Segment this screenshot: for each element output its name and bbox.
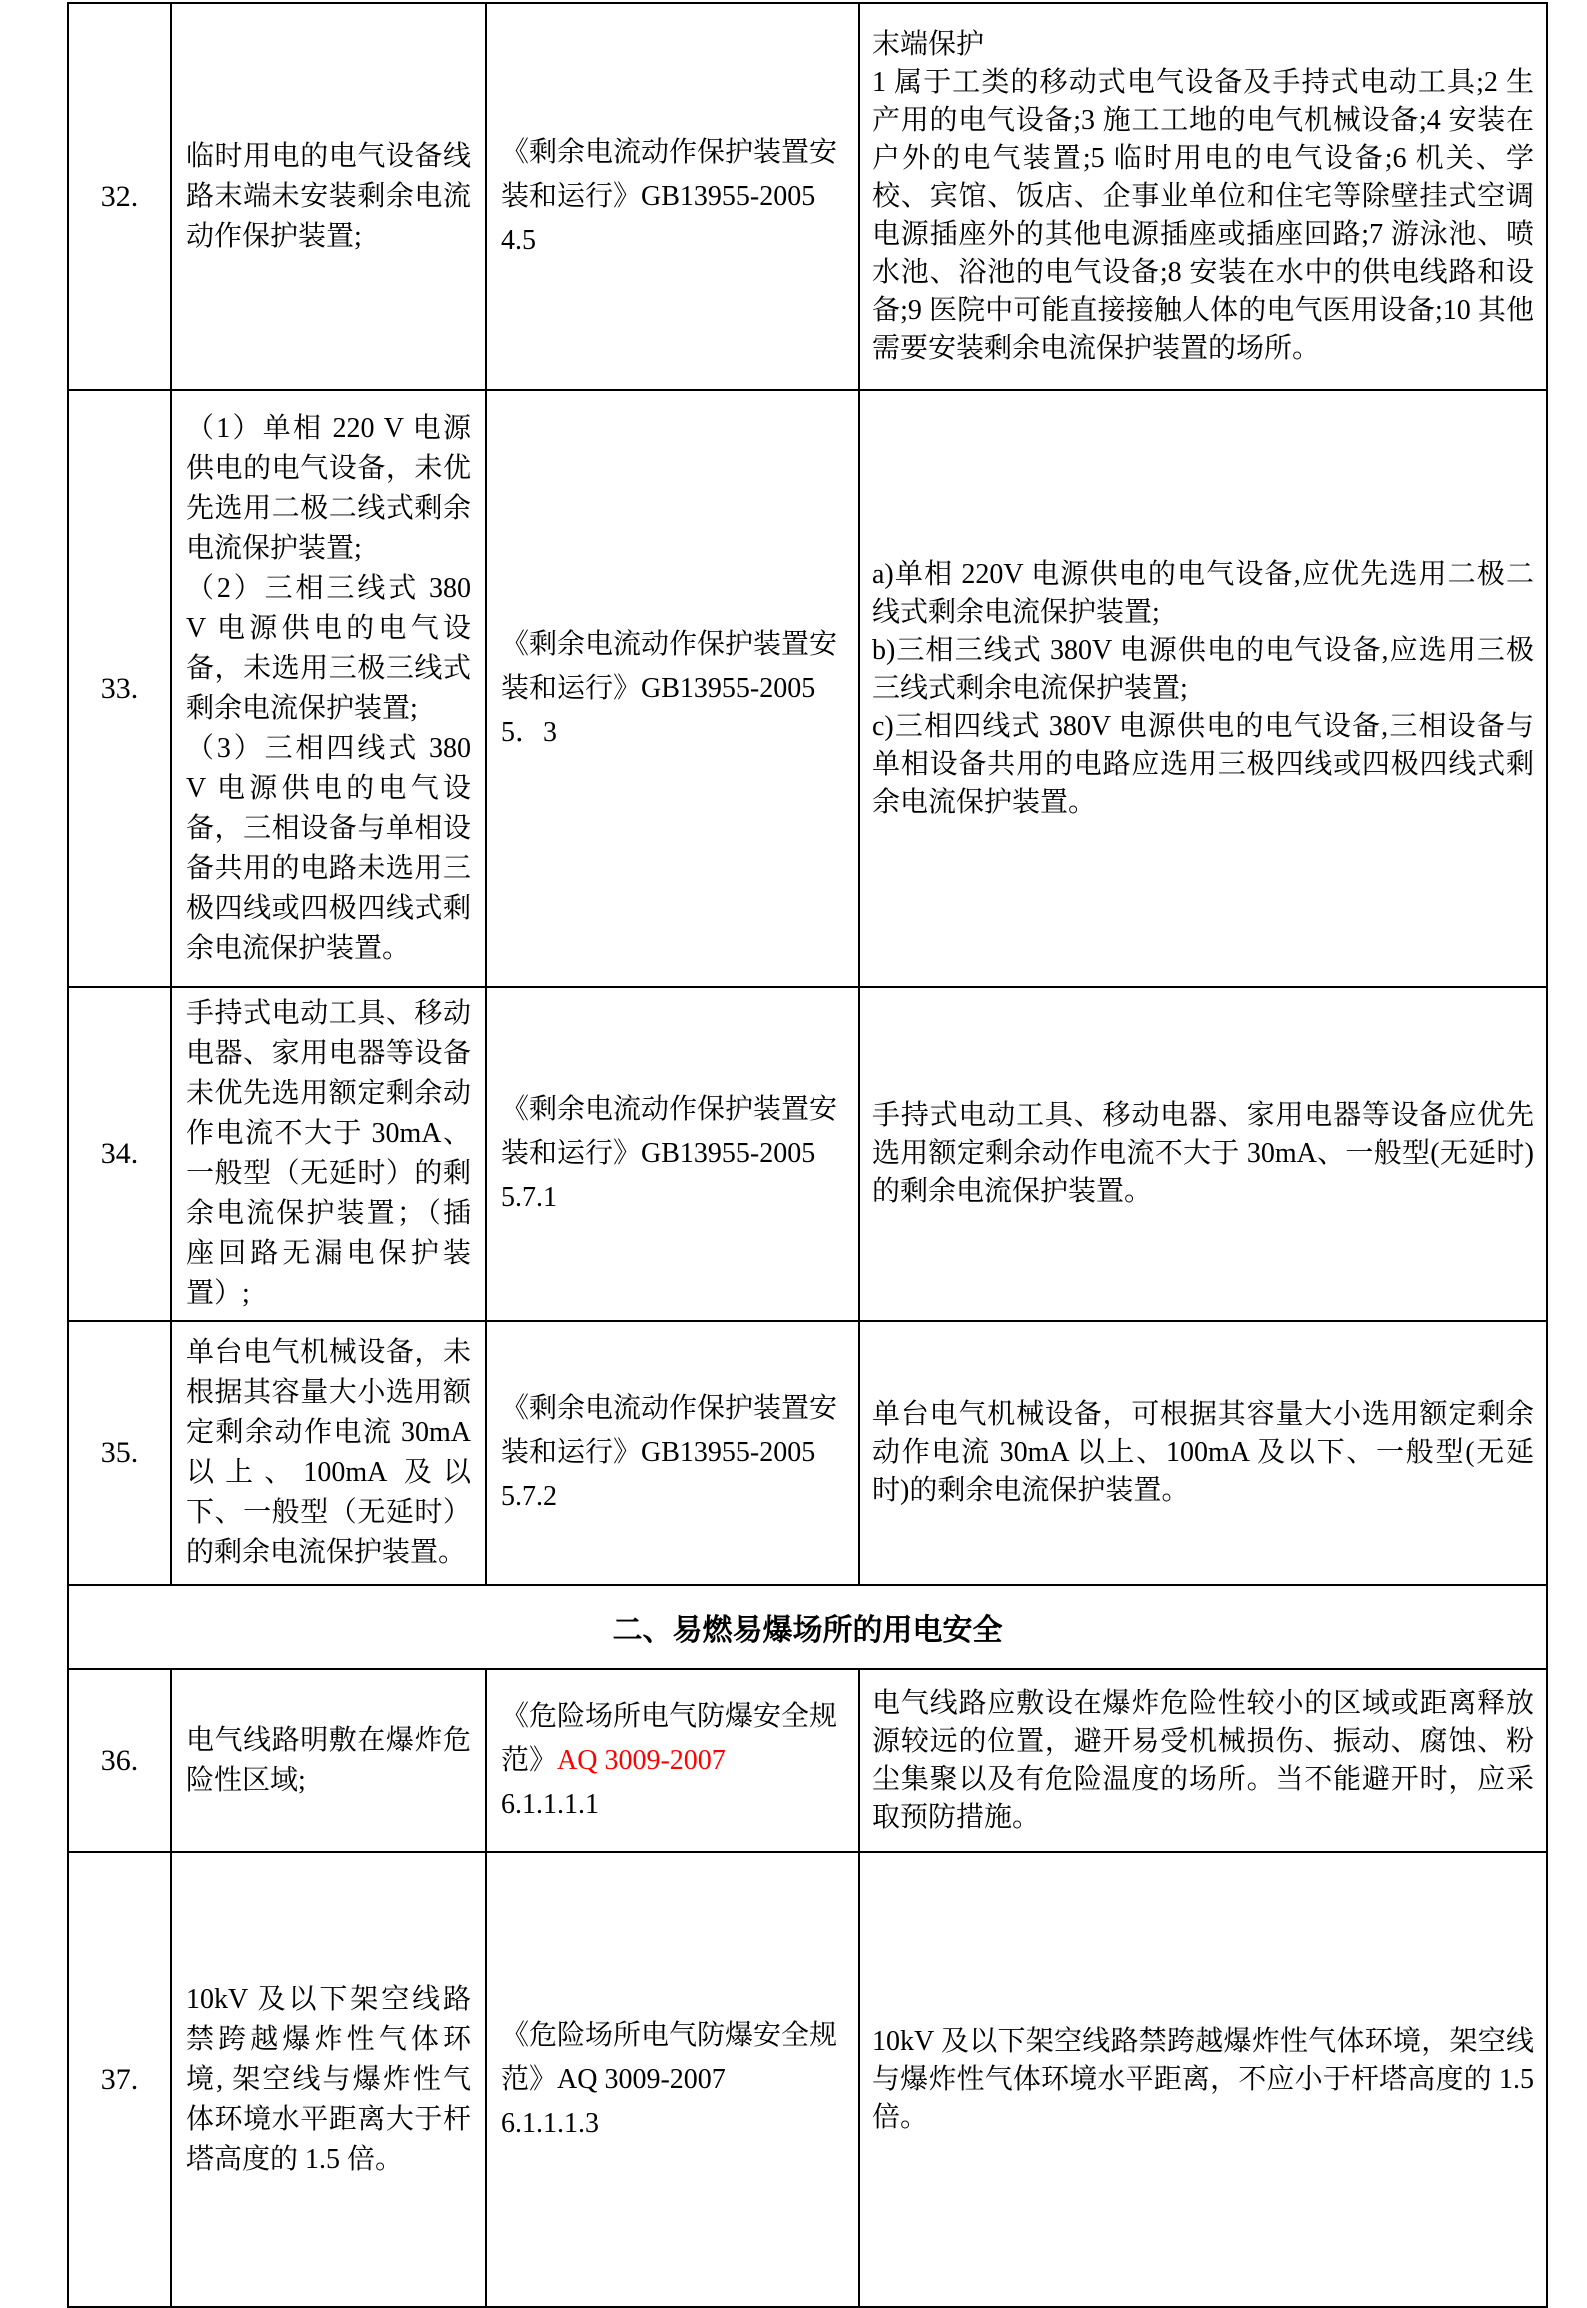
reference-code: GB13955-2005	[641, 1437, 816, 1468]
reference-clause: 6.1.1.1.3	[501, 2107, 599, 2139]
row-number: 33.	[100, 671, 139, 705]
problem-text: 临时用电的电气设备线路末端未安装剩余电流动作保护装置;	[186, 140, 471, 252]
reference-title: 《剩余电流动作保护装置安装和运行》	[501, 628, 838, 704]
problem-cell	[171, 390, 486, 987]
row-number-cell	[68, 390, 171, 987]
reference-title: 《剩余电流动作保护装置安装和运行》	[501, 1393, 838, 1468]
reference-code-highlighted: AQ 3009-2007	[557, 1744, 726, 1776]
reference-title: 《危险场所电气防爆安全规范》	[501, 1700, 838, 1776]
table-row	[68, 1321, 1547, 1585]
reference-code: GB13955-2005	[641, 672, 816, 704]
problem-text: 10kV 及以下架空线路禁跨越爆炸性气体环境, 架空线与爆炸性气体环境水平距离大于杆塔高度的 1.5 倍。	[186, 1983, 471, 2175]
section-header: 二、易燃易爆场所的用电安全	[612, 1614, 1003, 1647]
requirement-text: a)单相 220V 电源供电的电气设备,应优先选用二极二线式剩余电流保护装置;	[872, 558, 1534, 628]
reference-code: GB13955-2005 4.5	[501, 180, 816, 256]
reference-clause: 5.7.1	[501, 1182, 557, 1213]
row-number: 35.	[100, 1436, 139, 1469]
problem-text: 电气线路明敷在爆炸危险性区域;	[186, 1724, 471, 1796]
requirement-cell	[859, 1321, 1547, 1585]
table-row	[68, 987, 1547, 1321]
reference-cell	[486, 987, 859, 1321]
problem-text: 手持式电动工具、移动电器、家用电器等设备未优先选用额定剩余动作电流不大于 30mA、一般型（无延时）的剩余电流保护装置；（插座回路无漏电保护装置）;	[186, 998, 471, 1309]
problem-text: （2）三相三线式 380 V 电源供电的电气设备，未选用三极三线式剩余电流保护装置;	[186, 572, 471, 724]
row-number-cell	[68, 987, 171, 1321]
section-header-row	[68, 1585, 1547, 1669]
requirement-text: 电气线路应敷设在爆炸危险性较小的区域或距离释放源较远的位置，避开易受机械损伤、振动、腐蚀、粉尘集聚以及有危险温度的场所。当不能避开时，应采取预防措施。	[872, 1687, 1534, 1833]
problem-text: （1）单相 220 V 电源供电的电气设备，未优先选用二极二线式剩余电流保护装置;	[186, 412, 471, 564]
requirement-text: 1 属于工类的移动式电气设备及手持式电动工具;2 生产用的电气设备;3 施工工地的电气机械设备;4 安装在户外的电气装置;5 临时用电的电气设备;6 机关、学校、宾馆、饭店、企事业单位和住宅等除壁挂式空调电源插座外的其他电源插座或插座回路;7 游泳池、喷水池、浴池的电气设备;8 安装在水中的供电线路和设备;9 医院中可能直接接触人体的电气医用设备;10 其他需要安装剩余电流保护装置的场所。	[872, 66, 1534, 364]
requirement-text: b)三相三线式 380V 电源供电的电气设备,应选用三极三线式剩余电流保护装置;	[872, 634, 1534, 704]
reference-code: GB13955-2005	[641, 1138, 816, 1169]
reference-cell	[486, 1321, 859, 1585]
problem-cell	[171, 3, 486, 390]
table-row	[68, 3, 1547, 390]
reference-clause: 5.7.2	[501, 1481, 557, 1512]
requirement-cell	[859, 390, 1547, 987]
reference-cell	[486, 390, 859, 987]
table-row	[68, 390, 1547, 987]
problem-cell	[171, 987, 486, 1321]
row-number-cell	[68, 1321, 171, 1585]
reference-code: AQ 3009-2007	[557, 2063, 726, 2095]
row-number-cell	[68, 1669, 171, 1852]
row-number: 34.	[100, 1137, 139, 1170]
problem-text: 单台电气机械设备，未根据其容量大小选用额定剩余动作电流 30mA 以上、100mA 及以下、一般型（无延时）的剩余电流保护装置。	[186, 1337, 471, 1568]
table-row	[68, 1852, 1547, 2307]
requirement-cell	[859, 1669, 1547, 1852]
requirement-cell	[859, 1852, 1547, 2307]
reference-cell	[486, 3, 859, 390]
row-number: 32.	[100, 179, 139, 213]
problem-cell	[171, 1669, 486, 1852]
problem-cell	[171, 1321, 486, 1585]
requirement-text: 单台电气机械设备，可根据其容量大小选用额定剩余动作电流 30mA 以上、100mA 及以下、一般型(无延时)的剩余电流保护装置。	[872, 1399, 1534, 1506]
reference-cell	[486, 1669, 859, 1852]
table-row	[68, 1669, 1547, 1852]
row-number-cell	[68, 3, 171, 390]
requirement-text: 手持式电动工具、移动电器、家用电器等设备应优先选用额定剩余动作电流不大于 30mA、一般型(无延时)的剩余电流保护装置。	[872, 1100, 1534, 1207]
reference-title: 《危险场所电气防爆安全规范》	[501, 2019, 838, 2095]
electrical-safety-regulations-table	[67, 2, 1548, 2308]
reference-clause: 6.1.1.1.1	[501, 1788, 599, 1820]
requirement-text: 末端保护	[872, 28, 985, 60]
requirement-text: 10kV 及以下架空线路禁跨越爆炸性气体环境，架空线与爆炸性气体环境水平距离，不应小于杆塔高度的 1.5 倍。	[872, 2025, 1534, 2133]
problem-cell	[171, 1852, 486, 2307]
section-header-cell	[68, 1585, 1547, 1669]
problem-text: （3）三相四线式 380 V 电源供电的电气设备，三相设备与单相设备共用的电路未选用三极四线或四极四线式剩余电流保护装置。	[186, 732, 471, 964]
requirement-text: c)三相四线式 380V 电源供电的电气设备,三相设备与单相设备共用的电路应选用三极四线或四极四线式剩余电流保护装置。	[872, 710, 1534, 818]
requirement-cell	[859, 987, 1547, 1321]
reference-title: 《剩余电流动作保护装置安装和运行》	[501, 136, 838, 212]
row-number: 37.	[100, 2062, 139, 2096]
reference-clause: 5．3	[501, 716, 558, 748]
requirement-cell	[859, 3, 1547, 390]
row-number-cell	[68, 1852, 171, 2307]
reference-cell	[486, 1852, 859, 2307]
row-number: 36.	[100, 1743, 139, 1777]
reference-title: 《剩余电流动作保护装置安装和运行》	[501, 1094, 838, 1169]
